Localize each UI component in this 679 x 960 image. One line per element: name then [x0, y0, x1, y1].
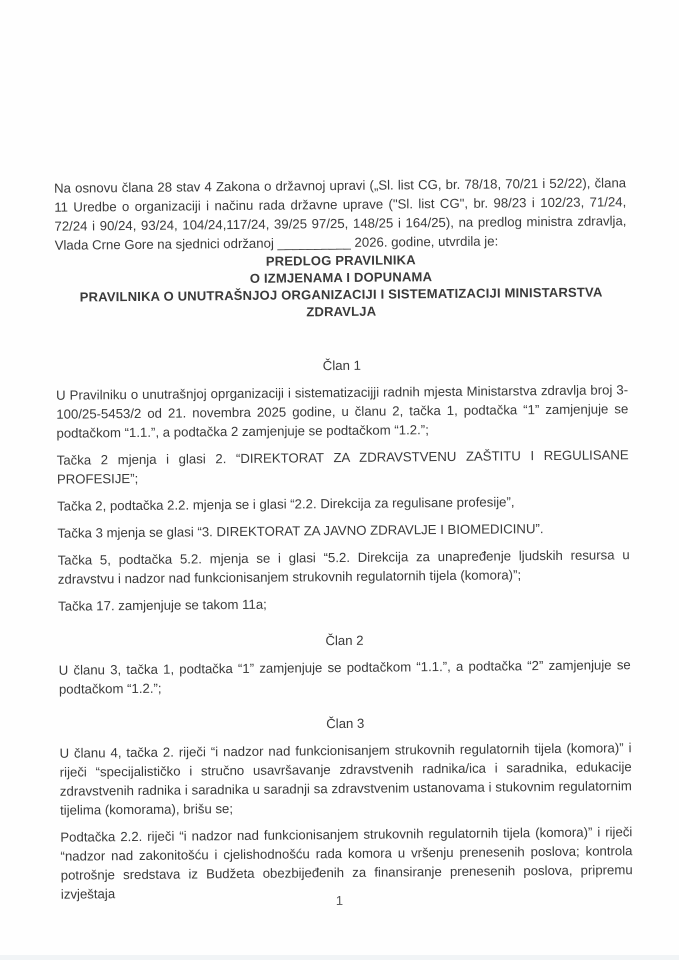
section-heading: Član 1: [322, 357, 361, 374]
paragraph: Tačka 17. zamjenjuje se takom 11a;: [58, 596, 267, 614]
title-line: PREDLOG PRAVILNIKA: [265, 252, 416, 269]
paragraph: U članu 3, tačka 1, podtačka “1” zamjenjuje se podtačkom “1.1.”, a podtačka “2” zamjenjuje se podtačkom “1.2.”;: [58, 657, 631, 697]
document-content: [54, 173, 633, 911]
intro-paragraph: Na osnovu člana 28 stav 4 Zakona o državnoj upravi („Sl. list CG, br. 78/18, 70/21 i 52/22), člana 11 Uredbe o organizaciji i načinu rada državne uprave ("Sl. list CG", br. 98/23 i 102/23, 71/24, 72/24 i 90/24, 93/24, 104/24,117/24, 39/25 97/25, 148/25 i 164/25), na predlog ministra zdravlja, Vlada Crne Gore na sjednici održanoj __________ 2026. godine, utvrdila je:: [54, 175, 627, 253]
scan-bottom-edge: [0, 955, 679, 960]
document-title: [55, 249, 628, 322]
title-line: ZDRAVLJA: [306, 303, 377, 320]
paragraph: Tačka 2 mjenja i glasi 2. “DIREKTORAT ZA ZDRAVSTVENU ZAŠTITU I REGULISANE PROFESIJE”;: [56, 447, 629, 487]
section-clan-2: [58, 628, 631, 698]
title-line: O IZMJENAMA I DOPUNAMA: [249, 269, 433, 286]
title-line: PRAVILNIKA O UNUTRAŠNJOJ ORGANIZACIJI I SISTEMATIZACIJI MINISTARSTVA: [79, 284, 603, 305]
page-number: 1: [335, 892, 344, 909]
section-heading: Član 3: [326, 715, 365, 732]
paragraph: Podtačka 2.2. riječi “i nadzor nad funkcionisanjem strukovnih regulatornih tijela (komora)” i riječi “nadzor nad zakonitošću i cjelishodnošću rada komora u vršenju prenesenih poslova; kontrola potrošnje sredstava iz Budžeta obezbijeđenih za finansiranje prenesenih poslova, pripremu izvještaja: [60, 824, 633, 902]
section-clan-3: [59, 711, 633, 903]
paragraph: U članu 4, tačka 2. riječi “i nadzor nad funkcionisanjem strukovnih regulatornih tijela (komora)” i riječi “specijalističko i stručno usavršavanje zdravstvenih radnika/ica i saradnika, edukacije zdravstvenih radnika i saradnika u saradnji sa zdravstvenim ustanovama i stukovnim regulatornim tijelima (komorama), brišu se;: [59, 740, 632, 818]
paragraph: Tačka 3 mjenja se glasi “3. DIREKTORAT ZA JAVNO ZDRAVLJE I BIOMEDICINU”.: [57, 521, 544, 541]
paragraph: Tačka 5, podtačka 5.2. mjenja se i glasi “5.2. Direkcija za unapređenje ljudskih resursa u zdravstvu i nadzor nad funkcionisanjem strukovnih regulatornih tijela (komora)”;: [57, 547, 630, 587]
section-clan-1: [56, 353, 630, 615]
paragraph: U Pravilniku o unutrašnjoj oprganizaciji i sistematizacijji radnih mjesta Ministarstva zdravlja broj 3-100/25-5453/2 od 21. novembra 2025 godine, u članu 2, tačka 1, podtačka “1” zamjenjuje se podtačkom “1.1.”, a podtačka 2 zamjenjuje se podtačkom “1.2.”;: [56, 382, 629, 441]
paragraph: Tačka 2, podtačka 2.2. mjenja se i glasi “2.2. Direkcija za regulisane profesije”,: [57, 494, 515, 514]
section-heading: Član 2: [325, 632, 364, 649]
